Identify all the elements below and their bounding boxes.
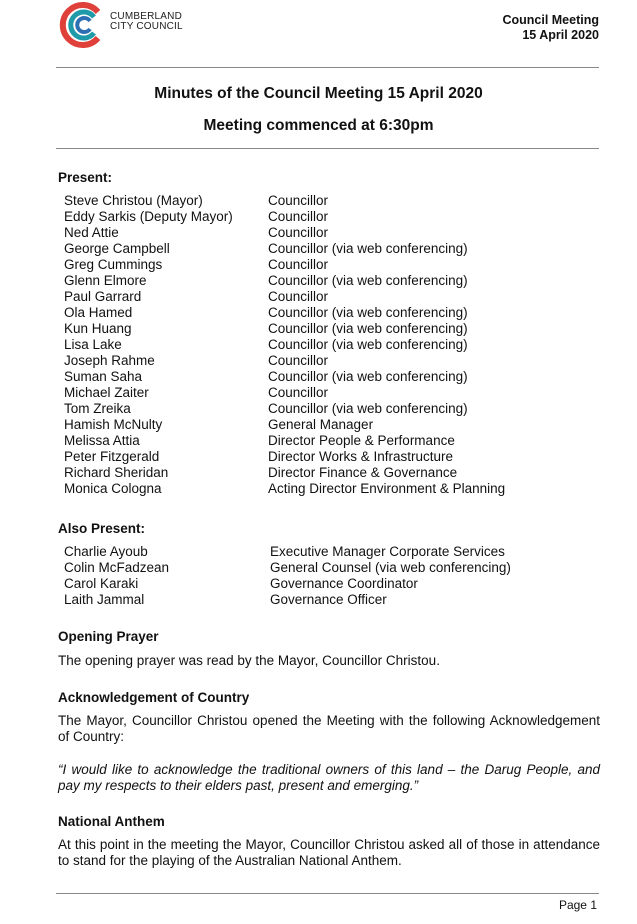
attendee-row	[64, 241, 505, 257]
attendee-name: Monica Cologna	[64, 481, 162, 496]
cumberland-logo-icon	[58, 0, 108, 50]
attendee-row	[64, 337, 505, 353]
attendee-row	[64, 225, 505, 241]
attendee-role: General Manager	[268, 417, 374, 432]
attendee-role: Director Finance & Governance	[268, 465, 458, 480]
meeting-start: Meeting commenced at 6:30pm	[203, 117, 434, 134]
attendee-role: Director Works & Infrastructure	[268, 449, 454, 464]
header-date: 15 April 2020	[522, 28, 599, 42]
attendee-role: Councillor (via web conferencing)	[268, 337, 468, 352]
attendee-row	[64, 560, 511, 576]
attendee-row	[64, 481, 505, 497]
logo-line-1: CUMBERLAND	[110, 11, 183, 22]
anthem-heading: National Anthem	[58, 814, 165, 829]
logo-line-2: CITY COUNCIL	[110, 21, 183, 32]
attendee-name: Steve Christou (Mayor)	[64, 193, 203, 208]
attendee-name: Ola Hamed	[64, 305, 133, 320]
attendee-name: Peter Fitzgerald	[64, 449, 160, 464]
title-divider	[56, 148, 599, 149]
page-number: Page 1	[558, 898, 597, 912]
attendee-row	[64, 353, 505, 369]
attendee-role: Director People & Performance	[268, 433, 455, 448]
attendee-name: Kun Huang	[64, 321, 132, 336]
attendee-role: Councillor (via web conferencing)	[268, 321, 468, 336]
attendee-row	[64, 433, 505, 449]
attendee-name: Charlie Ayoub	[64, 544, 148, 559]
attendee-row	[64, 385, 505, 401]
attendee-row	[64, 465, 505, 481]
attendee-name: Hamish McNulty	[64, 417, 163, 432]
also-present-list	[64, 544, 511, 608]
attendee-role: Councillor	[268, 385, 329, 400]
attendee-name: Melissa Attia	[64, 433, 140, 448]
attendee-role: Councillor	[268, 257, 329, 272]
attendee-role: Executive Manager Corporate Services	[270, 544, 505, 559]
attendee-name: Laith Jammal	[64, 592, 145, 607]
header-meeting-info	[502, 13, 599, 43]
attendee-role: Acting Director Environment & Planning	[268, 481, 506, 496]
attendee-row	[64, 209, 505, 225]
attendee-row	[64, 576, 511, 592]
attendee-name: Tom Zreika	[64, 401, 131, 416]
attendee-role: Councillor (via web conferencing)	[268, 241, 468, 256]
footer-divider	[56, 893, 599, 894]
header-meeting: Council Meeting	[502, 13, 599, 27]
attendee-row	[64, 449, 505, 465]
attendee-row	[64, 592, 511, 608]
acknowledgement-heading: Acknowledgement of Country	[58, 690, 250, 705]
attendee-name: Joseph Rahme	[64, 353, 155, 368]
attendee-role: Councillor (via web conferencing)	[268, 401, 468, 416]
page-title: Minutes of the Council Meeting 15 April 2020	[154, 85, 483, 102]
attendee-name: Glenn Elmore	[64, 273, 147, 288]
attendee-row	[64, 257, 505, 273]
attendee-role: Councillor (via web conferencing)	[268, 273, 468, 288]
attendee-role: Councillor	[268, 353, 329, 368]
attendee-role: Governance Officer	[270, 592, 387, 607]
attendee-row	[64, 417, 505, 433]
present-list	[64, 193, 505, 497]
attendee-role: Councillor (via web conferencing)	[268, 369, 468, 384]
attendee-role: Councillor	[268, 193, 329, 208]
acknowledgement-quote: “I would like to acknowledge the traditional owners of this land – the Darug People, and pay my respects to their elders past, present and emerging.”	[58, 762, 600, 793]
attendee-name: Carol Karaki	[64, 576, 139, 591]
also-present-heading: Also Present:	[58, 521, 146, 536]
attendee-row	[64, 321, 505, 337]
attendee-name: Suman Saha	[64, 369, 143, 384]
attendee-row	[64, 401, 505, 417]
attendee-name: Michael Zaiter	[64, 385, 149, 400]
attendee-role: Councillor	[268, 225, 329, 240]
attendee-name: Paul Garrard	[64, 289, 142, 304]
acknowledgement-text: The Mayor, Councillor Christou opened the Meeting with the following Acknowledgement of Country:	[58, 713, 600, 744]
council-logo	[58, 0, 188, 50]
attendee-name: Richard Sheridan	[64, 465, 169, 480]
attendee-name: Greg Cummings	[64, 257, 163, 272]
attendee-name: Eddy Sarkis (Deputy Mayor)	[64, 209, 233, 224]
attendee-row	[64, 289, 505, 305]
attendee-role: Councillor	[268, 209, 329, 224]
attendee-row	[64, 193, 505, 209]
attendee-name: George Campbell	[64, 241, 170, 256]
attendee-role: Councillor (via web conferencing)	[268, 305, 468, 320]
header-divider	[56, 67, 599, 68]
attendee-name: Colin McFadzean	[64, 560, 170, 575]
attendee-name: Lisa Lake	[64, 337, 122, 352]
attendee-row	[64, 544, 511, 560]
attendee-role: Councillor	[268, 289, 329, 304]
present-heading: Present:	[58, 170, 113, 185]
attendee-row	[64, 369, 505, 385]
prayer-heading: Opening Prayer	[58, 629, 159, 644]
prayer-text: The opening prayer was read by the Mayor, Councillor Christou.	[58, 653, 440, 668]
attendee-role: Governance Coordinator	[270, 576, 418, 591]
attendee-row	[64, 305, 505, 321]
anthem-text: At this point in the meeting the Mayor, Councillor Christou asked all of those in attendance to stand for the playing of the Australian National Anthem.	[58, 837, 600, 868]
logo-wordmark	[110, 12, 183, 32]
attendee-role: General Counsel (via web conferencing)	[270, 560, 511, 575]
attendee-name: Ned Attie	[64, 225, 119, 240]
attendee-row	[64, 273, 505, 289]
